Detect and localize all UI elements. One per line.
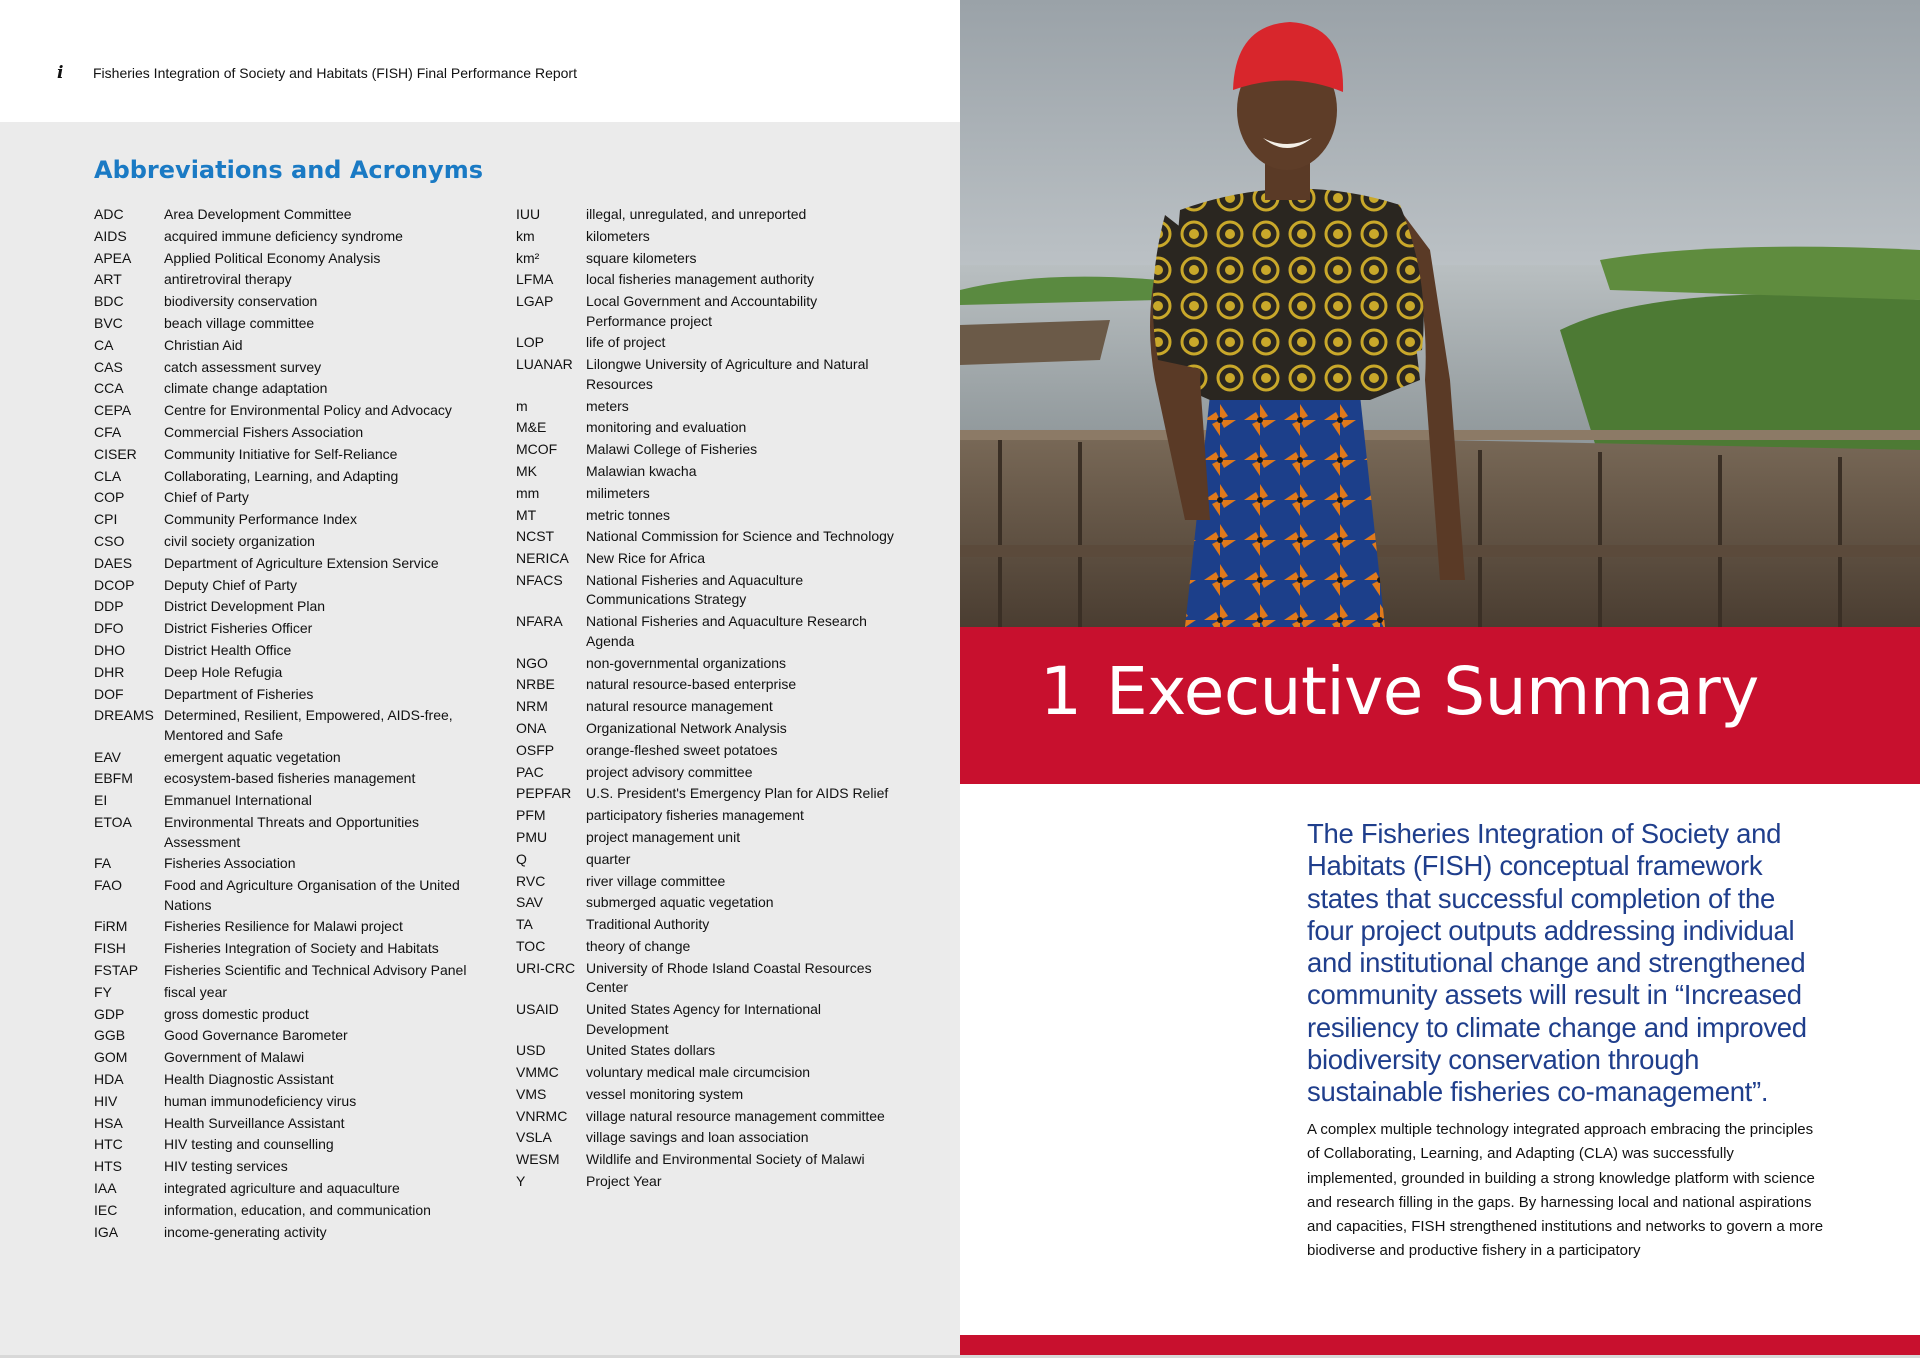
abbreviation-row [94, 917, 484, 937]
abbreviation-term: NFACS [516, 571, 563, 588]
abbreviation-row [94, 685, 484, 705]
abbreviation-definition: Community Initiative for Self-Reliance [164, 445, 398, 462]
abbreviation-term: PFM [516, 807, 546, 824]
abbreviation-row [94, 663, 484, 683]
abbreviation-definition: HIV testing and counselling [164, 1136, 334, 1153]
abbreviation-row [516, 333, 896, 353]
abbreviation-row [94, 358, 484, 378]
abbreviation-definition: antiretroviral therapy [164, 271, 292, 288]
abbreviation-term: USAID [516, 1001, 559, 1017]
abbreviation-term: PMU [516, 828, 548, 845]
abbreviation-row [516, 1041, 896, 1061]
abbreviation-term: DDP [94, 598, 124, 615]
abbreviation-definition: theory of change [586, 937, 691, 954]
abbreviation-row [516, 571, 896, 610]
abbreviation-term: RVC [516, 872, 546, 889]
abbreviation-definition: river village committee [586, 872, 726, 889]
abbreviation-row [94, 379, 484, 399]
abbreviation-row [94, 227, 484, 247]
abbreviation-row [516, 355, 896, 394]
abbreviation-row [516, 227, 896, 247]
abbreviation-row [94, 1048, 484, 1068]
abbreviation-definition: National Fisheries and Aquaculture Communications Strategy [586, 571, 804, 608]
abbreviation-term: km [516, 227, 535, 244]
abbreviation-row [94, 292, 484, 312]
abbreviation-term: DOF [94, 685, 124, 702]
abbreviation-term: FSTAP [94, 962, 139, 978]
abbreviation-definition: natural resource management [586, 698, 773, 715]
abbreviation-term: mm [516, 484, 540, 501]
abbreviation-term: DAES [94, 554, 133, 571]
abbreviation-row [94, 619, 484, 639]
abbreviation-row [516, 893, 896, 913]
abbreviation-row [94, 510, 484, 530]
abbreviation-term: URI-CRC [516, 959, 576, 976]
abbreviation-definition: fiscal year [164, 983, 228, 1000]
abbreviation-row [516, 915, 896, 935]
abbreviation-term: IAA [94, 1179, 117, 1196]
abbreviation-definition: Health Surveillance Assistant [164, 1114, 345, 1131]
abbreviation-term: HTS [94, 1158, 122, 1175]
abbreviation-term: HTC [94, 1136, 123, 1153]
abbreviation-definition: Determined, Resilient, Empowered, AIDS-free, Mentored and Safe [164, 707, 453, 743]
abbreviation-row [94, 854, 484, 874]
abbreviation-term: TOC [516, 937, 546, 954]
abbreviations-heading: Abbreviations and Acronyms [94, 156, 483, 184]
abbreviation-definition: Area Development Committee [164, 206, 352, 222]
abbreviation-term: OSFP [516, 741, 555, 758]
abbreviation-term: USD [516, 1042, 546, 1059]
abbreviation-term: IUU [516, 206, 541, 222]
abbreviation-row [516, 506, 896, 526]
abbreviation-row [94, 1005, 484, 1025]
abbreviation-term: LGAP [516, 293, 554, 310]
abbreviation-definition: ecosystem-based fisheries management [164, 770, 416, 787]
abbreviation-term: CSO [94, 532, 125, 549]
abbreviation-term: PEPFAR [516, 785, 572, 802]
abbreviation-term: FA [94, 855, 112, 872]
abbreviation-definition: life of project [586, 334, 666, 351]
abbreviation-term: CCA [94, 380, 124, 397]
abbreviation-row [516, 806, 896, 826]
abbreviation-definition: Project Year [586, 1173, 662, 1190]
abbreviation-definition: local fisheries management authority [586, 271, 815, 288]
abbreviation-definition: metric tonnes [586, 506, 671, 523]
abbreviation-term: MK [516, 462, 537, 479]
abbreviation-row [516, 270, 896, 290]
abbreviation-term: CEPA [94, 402, 132, 419]
abbreviation-definition: National Commission for Science and Technology [586, 528, 894, 545]
abbreviation-definition: monitoring and evaluation [586, 419, 747, 436]
abbreviation-definition: biodiversity conservation [164, 293, 318, 310]
chapter-title: Executive Summary [1106, 653, 1759, 730]
abbreviation-row [94, 813, 484, 852]
abbreviation-definition: natural resource-based enterprise [586, 676, 797, 693]
abbreviation-definition: civil society organization [164, 532, 315, 549]
abbreviation-row [94, 748, 484, 768]
abbreviation-row [516, 1172, 896, 1192]
abbreviation-row [94, 961, 484, 981]
abbreviation-term: m [516, 397, 528, 414]
abbreviation-row [94, 488, 484, 508]
abbreviation-row [94, 1114, 484, 1134]
report-title: Fisheries Integration of Society and Habitats (FISH) Final Performance Report [93, 65, 577, 81]
abbreviation-row [516, 292, 896, 331]
abbreviation-row [94, 270, 484, 290]
abbreviation-definition: milimeters [586, 484, 650, 501]
abbreviation-term: Y [516, 1173, 526, 1190]
abbreviation-row [516, 1150, 896, 1170]
abbreviations-column-1 [94, 205, 484, 1244]
abbreviation-term: FY [94, 983, 112, 1000]
abbreviation-row [516, 654, 896, 674]
abbreviation-definition: Fisheries Resilience for Malawi project [164, 918, 403, 935]
abbreviation-definition: United States dollars [586, 1042, 716, 1059]
abbreviation-definition: square kilometers [586, 249, 697, 266]
abbreviation-row [94, 445, 484, 465]
abbreviation-definition: District Health Office [164, 641, 292, 658]
abbreviation-definition: integrated agriculture and aquaculture [164, 1179, 400, 1196]
abbreviation-term: DCOP [94, 576, 135, 593]
abbreviation-definition: voluntary medical male circumcision [586, 1064, 811, 1081]
abbreviation-term: BVC [94, 314, 123, 331]
abbreviation-term: NRBE [516, 676, 555, 693]
abbreviation-definition: Deputy Chief of Party [164, 576, 298, 593]
abbreviation-definition: United States Agency for International Development [586, 1001, 822, 1037]
abbreviation-row [516, 1107, 896, 1127]
abbreviation-row [516, 763, 896, 783]
abbreviation-definition: Health Diagnostic Assistant [164, 1070, 334, 1087]
abbreviation-definition: Malawian kwacha [586, 462, 697, 479]
abbreviation-row [516, 741, 896, 761]
chapter-number: 1 [1040, 653, 1082, 730]
abbreviation-definition: Food and Agriculture Organisation of the United Nations [164, 877, 460, 913]
abbreviation-definition: Community Performance Index [164, 511, 357, 528]
abbreviation-term: EI [94, 792, 108, 809]
abbreviation-row [94, 1201, 484, 1221]
abbreviation-definition: U.S. President's Emergency Plan for AIDS Relief [586, 785, 889, 802]
abbreviation-term: EBFM [94, 770, 133, 787]
abbreviation-row [94, 1026, 484, 1046]
abbreviation-definition: vessel monitoring system [586, 1085, 744, 1102]
abbreviation-definition: Christian Aid [164, 336, 243, 353]
abbreviation-row [94, 1179, 484, 1199]
abbreviation-definition: Government of Malawi [164, 1049, 305, 1066]
abbreviation-term: LFMA [516, 271, 554, 288]
abbreviation-row [516, 1063, 896, 1083]
abbreviation-term: MCOF [516, 441, 558, 458]
abbreviation-term: DFO [94, 620, 124, 637]
abbreviation-row [94, 554, 484, 574]
abbreviation-definition: Wildlife and Environmental Society of Malawi [586, 1151, 865, 1168]
abbreviation-term: GGB [94, 1027, 126, 1044]
abbreviation-row [516, 937, 896, 957]
abbreviation-definition: acquired immune deficiency syndrome [164, 227, 403, 244]
abbreviation-row [516, 675, 896, 695]
abbreviation-term: NRM [516, 698, 548, 715]
abbreviation-term: HIV [94, 1092, 118, 1109]
abbreviation-row [94, 1092, 484, 1112]
abbreviation-term: NCST [516, 528, 555, 545]
abbreviation-definition: kilometers [586, 227, 650, 244]
abbreviation-definition: climate change adaptation [164, 380, 328, 397]
abbreviation-row [94, 1157, 484, 1177]
abbreviation-term: FISH [94, 940, 126, 957]
abbreviation-row [516, 549, 896, 569]
abbreviation-definition: Good Governance Barometer [164, 1027, 348, 1044]
abbreviation-term: NERICA [516, 550, 569, 567]
lead-paragraph: The Fisheries Integration of Society and Habitats (FISH) conceptual framework states that successful completion of the four project outputs addressing individual and institutional change and strengthened community assets will result in “Increased resiliency to climate change and improved biodiversity conservation through sustainable fisheries co-management”. [1307, 818, 1807, 1108]
abbreviation-definition: Applied Political Economy Analysis [164, 249, 381, 266]
abbreviation-term: ONA [516, 719, 547, 736]
chapter-title-band [960, 627, 1920, 784]
abbreviation-row [516, 1085, 896, 1105]
abbreviation-term: AIDS [94, 227, 127, 244]
abbreviation-row [516, 418, 896, 438]
abbreviation-row [516, 249, 896, 269]
running-header [0, 0, 960, 122]
abbreviation-definition: Local Government and Accountability Performance project [586, 293, 818, 329]
abbreviation-term: MT [516, 506, 537, 523]
abbreviation-definition: quarter [586, 850, 631, 867]
abbreviation-definition: Fisheries Association [164, 855, 296, 872]
abbreviation-definition: catch assessment survey [164, 358, 322, 375]
abbreviation-row [94, 336, 484, 356]
abbreviation-term: VSLA [516, 1129, 552, 1146]
abbreviation-term: IGA [94, 1223, 119, 1240]
abbreviation-definition: HIV testing services [164, 1158, 288, 1175]
abbreviation-definition: Department of Fisheries [164, 685, 314, 702]
abbreviation-row [516, 959, 896, 998]
abbreviation-row [94, 939, 484, 959]
abbreviation-definition: New Rice for Africa [586, 550, 706, 567]
abbreviation-term: SAV [516, 894, 543, 911]
abbreviation-definition: orange-fleshed sweet potatoes [586, 741, 778, 758]
abbreviation-definition: Organizational Network Analysis [586, 719, 787, 736]
woman-by-boats-photo [960, 0, 1920, 627]
abbreviation-term: Q [516, 850, 527, 867]
abbreviation-definition: gross domestic product [164, 1005, 309, 1022]
abbreviation-row [516, 462, 896, 482]
abbreviation-term: NFARA [516, 613, 563, 630]
abbreviation-row [94, 314, 484, 334]
abbreviation-definition: District Fisheries Officer [164, 620, 313, 637]
right-page [960, 0, 1920, 1358]
abbreviation-definition: project advisory committee [586, 763, 753, 780]
abbreviation-definition: University of Rhode Island Coastal Resources Center [586, 959, 872, 996]
abbreviation-definition: Department of Agriculture Extension Service [164, 554, 439, 571]
abbreviation-row [94, 205, 484, 225]
abbreviation-row [94, 1223, 484, 1243]
abbreviation-row [94, 467, 484, 487]
abbreviation-row [94, 641, 484, 661]
abbreviation-term: VMMC [516, 1064, 559, 1081]
abbreviation-term: CA [94, 336, 114, 353]
abbreviation-row [94, 597, 484, 617]
abbreviation-term: FAO [94, 877, 123, 894]
abbreviation-term: APEA [94, 249, 132, 266]
abbreviation-definition: Deep Hole Refugia [164, 663, 283, 680]
abbreviation-definition: non-governmental organizations [586, 654, 787, 671]
abbreviation-term: BDC [94, 293, 124, 310]
abbreviation-row [94, 532, 484, 552]
abbreviation-row [516, 397, 896, 417]
abbreviation-term: LUANAR [516, 356, 573, 373]
abbreviation-definition: Lilongwe University of Agriculture and Natural Resources [586, 356, 869, 392]
abbreviation-row [516, 850, 896, 870]
abbreviation-definition: Malawi College of Fisheries [586, 441, 758, 458]
page-number: i [57, 63, 64, 83]
abbreviation-row [516, 612, 896, 651]
abbreviation-definition: Emmanuel International [164, 792, 312, 809]
abbreviation-row [94, 1070, 484, 1090]
abbreviation-term: ART [94, 271, 122, 288]
abbreviation-row [516, 784, 896, 804]
abbreviation-term: CISER [94, 445, 137, 462]
abbreviation-row [516, 719, 896, 739]
abbreviation-definition: village savings and loan association [586, 1129, 809, 1146]
abbreviation-row [516, 872, 896, 892]
abbreviations-column-2 [516, 205, 896, 1194]
abbreviation-row [94, 876, 484, 915]
abbreviation-term: ADC [94, 206, 124, 222]
abbreviation-row [516, 1000, 896, 1039]
abbreviation-term: HSA [94, 1114, 123, 1131]
abbreviation-row [516, 828, 896, 848]
abbreviation-term: PAC [516, 763, 544, 780]
abbreviation-definition: human immunodeficiency virus [164, 1092, 357, 1109]
abbreviation-term: DHO [94, 641, 126, 658]
abbreviation-row [94, 983, 484, 1003]
abbreviation-term: CLA [94, 467, 122, 484]
abbreviation-definition: Chief of Party [164, 489, 249, 506]
abbreviation-term: CPI [94, 511, 118, 528]
abbreviation-term: COP [94, 489, 125, 506]
abbreviation-term: EAV [94, 748, 121, 765]
abbreviation-definition: illegal, unregulated, and unreported [586, 206, 807, 222]
abbreviation-term: IEC [94, 1201, 118, 1218]
abbreviation-row [94, 401, 484, 421]
abbreviation-row [94, 423, 484, 443]
abbreviation-term: M&E [516, 419, 547, 436]
body-paragraph: A complex multiple technology integrated approach embracing the principles of Collaborating, Learning, and Adapting (CLA) was successfully implemented, grounded in building a strong knowledge platform with science and research filling in the gaps. By harnessing local and national aspirations and capacities, FISH strengthened institutions and networks to govern a more biodiverse and productive fishery in a participatory [1307, 1121, 1824, 1260]
abbreviation-term: LOP [516, 334, 545, 351]
abbreviation-definition: information, education, and communication [164, 1201, 431, 1218]
abbreviation-row [516, 484, 896, 504]
abbreviation-term: GOM [94, 1049, 128, 1066]
abbreviation-term: DREAMS [94, 707, 154, 724]
abbreviation-term: ETOA [94, 814, 132, 831]
abbreviation-definition: Fisheries Scientific and Technical Advisory Panel [164, 962, 467, 978]
abbreviation-term: km² [516, 249, 540, 266]
abbreviation-row [94, 1135, 484, 1155]
abbreviation-definition: Fisheries Integration of Society and Habitats [164, 940, 439, 957]
abbreviation-row [94, 791, 484, 811]
abbreviation-row [94, 706, 484, 745]
abbreviation-definition: project management unit [586, 828, 741, 845]
abbreviation-term: DHR [94, 663, 125, 680]
abbreviation-row [94, 249, 484, 269]
abbreviation-term: NGO [516, 654, 548, 671]
abbreviation-definition: beach village committee [164, 314, 315, 331]
abbreviation-definition: participatory fisheries management [586, 807, 804, 824]
abbreviation-definition: National Fisheries and Aquaculture Research Agenda [586, 613, 867, 649]
abbreviation-row [94, 769, 484, 789]
abbreviation-definition: income-generating activity [164, 1223, 327, 1240]
abbreviation-row [516, 440, 896, 460]
abbreviation-term: VNRMC [516, 1107, 568, 1124]
abbreviation-definition: emergent aquatic vegetation [164, 748, 341, 765]
abbreviation-term: CFA [94, 423, 122, 440]
abbreviation-term: WESM [516, 1151, 560, 1168]
abbreviation-term: VMS [516, 1085, 547, 1102]
abbreviation-row [516, 1128, 896, 1148]
abbreviation-term: TA [516, 916, 533, 933]
abbreviation-definition: submerged aquatic vegetation [586, 894, 774, 911]
abbreviation-definition: village natural resource management committee [586, 1107, 885, 1124]
abbreviation-row [516, 205, 896, 225]
abbreviation-definition: meters [586, 397, 629, 414]
abbreviation-term: FiRM [94, 918, 128, 935]
abbreviation-term: GDP [94, 1005, 125, 1022]
abbreviation-definition: Commercial Fishers Association [164, 423, 364, 440]
abbreviation-definition: District Development Plan [164, 598, 326, 615]
abbreviation-definition: Traditional Authority [586, 916, 710, 933]
abbreviation-definition: Centre for Environmental Policy and Advocacy [164, 402, 452, 419]
abbreviation-row [516, 527, 896, 547]
abbreviation-definition: Collaborating, Learning, and Adapting [164, 467, 399, 484]
abbreviation-row [516, 697, 896, 717]
abbreviation-term: CAS [94, 358, 123, 375]
abbreviation-definition: Environmental Threats and Opportunities Assessment [164, 814, 419, 850]
abbreviation-row [94, 576, 484, 596]
abbreviation-term: HDA [94, 1070, 124, 1087]
